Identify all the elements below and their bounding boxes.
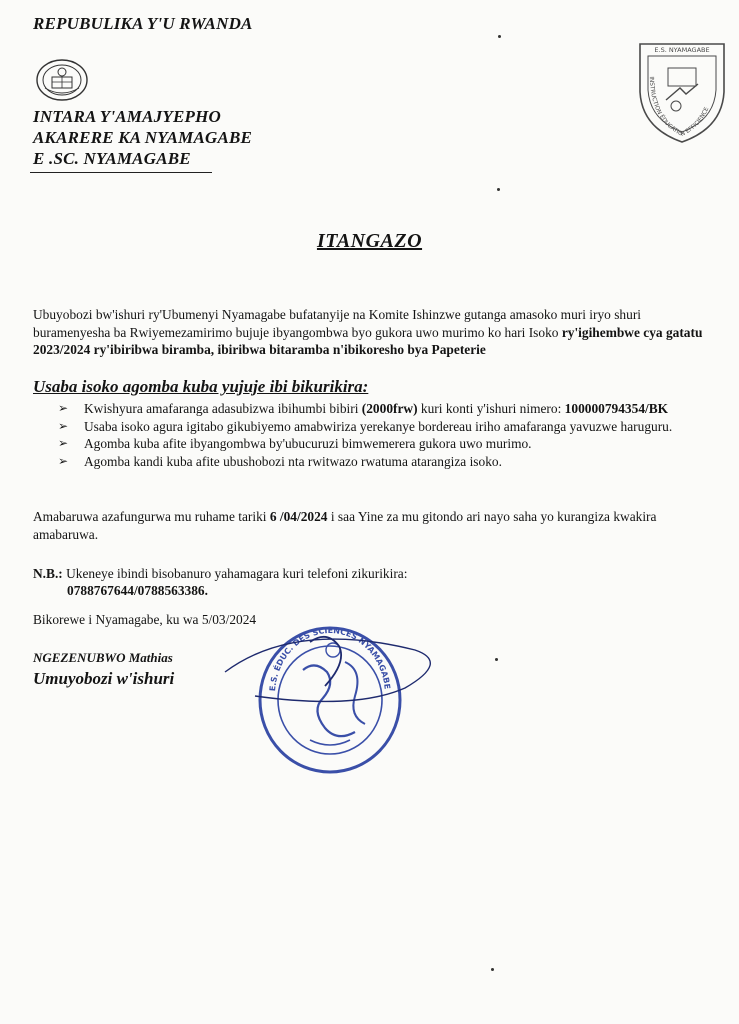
req-4-text: Agomba kandi kuba afite ubushobozi nta rwitwazo rwatuma atarangiza isoko. [84,453,502,469]
district-line: AKARERE KA NYAMAGABE [33,128,253,147]
list-item [58,400,708,418]
phone-numbers: 0788767644/0788563386. [67,583,208,598]
school-crest-stamp [636,40,728,144]
document-title: ITANGAZO [316,230,423,252]
list-item [58,418,708,436]
closing-pre: Amabaruwa azafungurwa mu ruhame tariki [33,509,270,524]
school-crest-icon [636,40,728,144]
arrow-bullet-icon: ➢ [58,453,69,468]
list-item [58,453,708,471]
crest-top-text: E.S. NYAMAGABE [654,46,710,54]
school-line: E .SC. NYAMAGABE [33,149,191,168]
closing-date: 6 /04/2024 [269,509,328,524]
req-2-text: Usaba isoko agura igitabo gikubiyemo amabwiriza yerekanye bordereau iriho amafaranga yavuzwe haruguru. [84,418,673,434]
signatory-title: Umuyobozi w'ishuri [33,669,175,688]
arrow-bullet-icon: ➢ [58,436,69,450]
signatory-name: NGEZENUBWO Mathias [33,650,173,665]
closing-paragraph [33,508,713,543]
nb-note [33,565,633,583]
req-1-account-number: 100000794354/BK [564,401,669,416]
scan-speck [495,658,498,661]
requirements-heading: Usaba isoko agomba kuba yujuje ibi bikurikira: [33,377,369,396]
announcement-paragraph [33,306,713,359]
scan-speck [491,968,494,971]
scan-speck [497,188,500,191]
req-1-text: Kwishyura amafaranga adasubizwa ibihumbi bibiri [84,401,362,416]
req-1-amount: (2000frw) [361,401,418,416]
nb-text: Ukeneye ibindi bisobanuro yahamagara kuri telefoni zikurikira: [62,566,408,581]
arrow-bullet-icon: ➢ [58,418,69,433]
req-3-text: Agomba kuba afite ibyangombwa by'ubucuruzi bimwemerera gukora uwo murimo. [84,436,532,451]
arrow-bullet-icon: ➢ [58,401,69,415]
province-line: INTARA Y'AMAJYEPHO [33,107,221,126]
stamp-arc-text: E.S. ÉDUC. DES SCIENCES NYAMAGABE [268,625,392,692]
paragraph-bold-text: ry'igihembwe cya gatatu 2023/2024 ry'ibiribwa biramba, ibiribwa bitaramba n'ibikoresho bya Papeterie [33,324,703,357]
requirements-list [58,400,708,470]
nb-label: N.B.: [33,566,63,581]
header-underline [30,172,212,173]
republic-header: REPUBULIKA Y'U RWANDA [33,14,253,33]
official-round-stamp [215,600,445,775]
req-1-mid-text: kuri konti y'ishuri nimero: [417,401,565,416]
scan-speck [498,35,501,38]
crest-arc-text: INSTRUCTION ÉDUCATION EFFICIENCE [647,76,711,138]
paragraph-text: Ubuyobozi bw'ishuri ry'Ubumenyi Nyamagabe bufatanyije na Komite Ishinzwe gutanga amasoko muri iryo shuri buramenyesha ba Rwiyemezamirimo bujuje ibyangombwa byo gukora uwo murimo ko hari Isoko [33,307,642,340]
list-item [58,435,708,453]
place-date: Bikorewe i Nyamagabe, ku wa 5/03/2024 [33,612,257,627]
closing-post: i saa Yine za mu gitondo ari nayo saha yo kurangiza kwakira amabaruwa. [33,509,657,542]
rwanda-emblem-icon [35,58,89,102]
